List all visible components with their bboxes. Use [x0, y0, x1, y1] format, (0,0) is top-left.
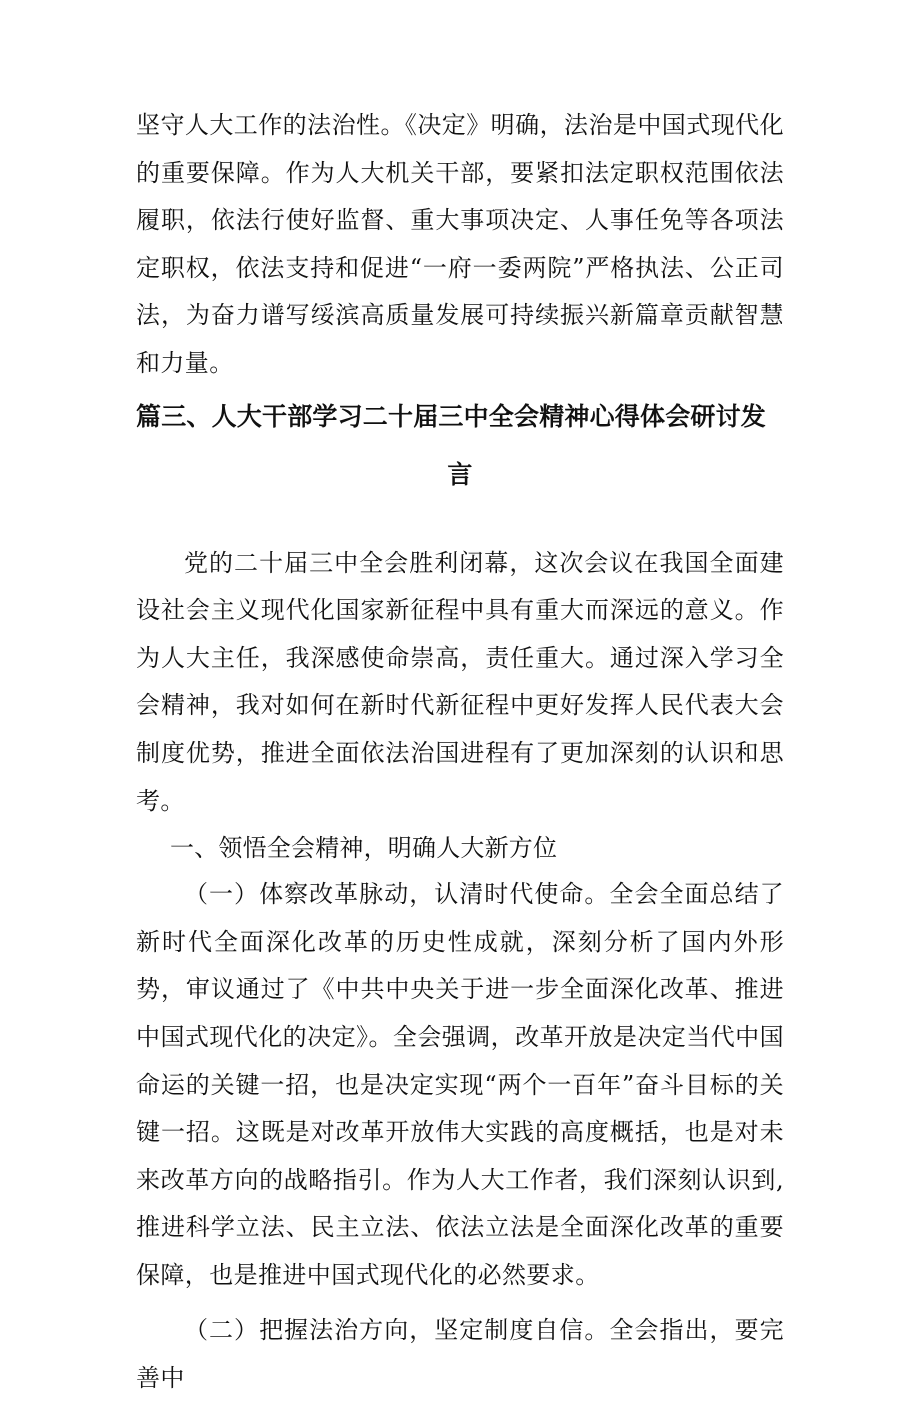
section-title-line1: 篇三、人大干部学习二十届三中全会精神心得体会研讨发 [136, 401, 767, 431]
spacer [136, 504, 784, 540]
heading-level1: 一、领悟全会精神，明确人大新方位 [170, 834, 558, 863]
paragraph-rule-of-law: 坚守人大工作的法治性。《决定》明确，法治是中国式现代化的重要保障。作为人大机关干部，要紧扣法定职权范围依法履职，依法行使好监督、重大事项决定、人事任免等各项法定职权，依法支持和促进“一府一委两院”严格执法、公正司法，为奋力谱写绥滨高质量发展可持续振兴新篇章贡献智慧和力量。 [136, 111, 784, 377]
paragraph-point-one: （一）体察改革脉动，认清时代使命。全会全面总结了新时代全面深化改革的历史性成就，深刻分析了国内外形势，审议通过了《中共中央关于进一步全面深化改革、推进中国式现代化的决定》。全会强调，改革开放是决定当代中国命运的关键一招，也是决定实现“两个一百年”奋斗目标的关键一招。这既是对改革开放伟大实践的高度概括，也是对未来改革方向的战略指引。作为人大工作者，我们深刻认识到,推进科学立法、民主立法、依法立法是全面深化改革的重要保障，也是推进中国式现代化的必然要求。 [136, 880, 784, 1289]
section-title [136, 388, 784, 504]
section-title-line2: 言 [447, 459, 473, 489]
paragraph-intro: 党的二十届三中全会胜利闭幕，这次会议在我国全面建设社会主义现代化国家新征程中具有重大而深远的意义。作为人大主任，我深感使命崇高，责任重大。通过深入学习全会精神，我对如何在新时代新征程中更好发挥人民代表大会制度优势，推进全面依法治国进程有了更加深刻的认识和思考。 [136, 548, 784, 815]
document-body [136, 102, 784, 1403]
paragraph-point-two: （二）把握法治方向，坚定制度自信。全会指出，要完善中 [136, 1316, 784, 1393]
